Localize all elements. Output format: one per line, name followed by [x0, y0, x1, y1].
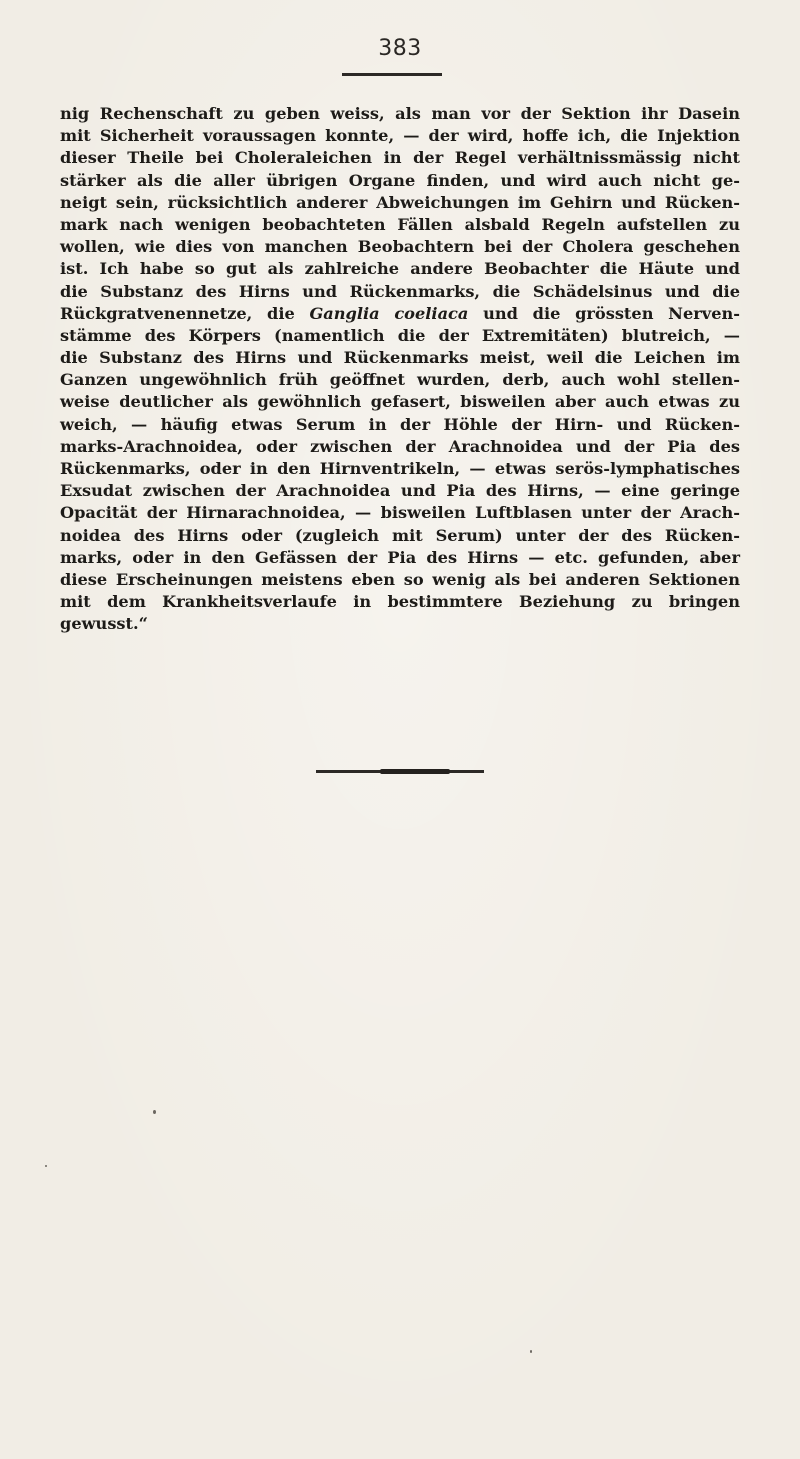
header-rule — [342, 73, 442, 76]
text-line: dieser Theile bei Choleraleichen in der Regel verhältnissmässig nicht — [60, 148, 740, 168]
text-line: mit Sicherheit voraussagen konnte, — der wird, hoffe ich, die Injektion — [60, 126, 740, 146]
text-line: gewusst.“ — [60, 614, 148, 634]
text-line: stärker als die aller übrigen Organe finden, und wird auch nicht ge- — [60, 170, 740, 190]
page-number: 383 — [378, 36, 422, 61]
text-line: Exsudat zwischen der Arachnoidea und Pia des Hirns, — eine geringe — [60, 481, 740, 501]
text-line: die Substanz des Hirns und Rückenmarks meist, weil die Leichen im — [60, 348, 740, 368]
section-end-rule-swell — [380, 769, 450, 774]
text-line: Ganzen ungewöhnlich früh geöffnet wurden, derb, auch wohl stellen- — [60, 370, 740, 390]
text-line: stämme des Körpers (namentlich die der Extremitäten) blutreich, — — [60, 325, 740, 345]
text-line: die Substanz des Hirns und Rückenmarks, die Schädelsinus und die — [60, 281, 740, 301]
paper-speck — [153, 1110, 156, 1114]
text-line: ist. Ich habe so gut als zahlreiche andere Beobachter die Häute und — [60, 259, 740, 279]
italic-term: Ganglia coeliaca — [309, 303, 469, 323]
text-line: mark nach wenigen beobachteten Fällen alsbald Regeln aufstellen zu — [60, 214, 740, 234]
paper-speck — [530, 1350, 532, 1353]
paper-speck — [45, 1165, 47, 1167]
text-line: wollen, wie dies von manchen Beobachtern bei der Cholera geschehen — [60, 237, 740, 257]
text-line: nig Rechenschaft zu geben weiss, als man vor der Sektion ihr Dasein — [60, 104, 740, 123]
text-line: neigt sein, rücksichtlich anderer Abweichungen im Gehirn und Rücken- — [60, 192, 740, 212]
text-line: noidea des Hirns oder (zugleich mit Serum) unter der des Rücken- — [60, 525, 740, 545]
text-line: marks-Arachnoidea, oder zwischen der Arachnoidea und der Pia des — [60, 436, 740, 456]
text-line: weich, — häufig etwas Serum in der Höhle der Hirn- und Rücken- — [60, 414, 740, 434]
text-line: mit dem Krankheitsverlaufe in bestimmtere Beziehung zu bringen — [60, 592, 740, 612]
text-segment: und die grössten Nerven- — [468, 303, 740, 323]
body-text — [60, 103, 740, 636]
text-line: Rückenmarks, oder in den Hirnventrikeln, — etwas serös-lymphatisches — [60, 459, 740, 478]
text-segment: Rückgratvenennetze, die — [60, 303, 310, 323]
text-line: weise deutlicher als gewöhnlich gefasert, bisweilen aber auch etwas zu — [60, 392, 740, 412]
text-line: diese Erscheinungen meistens eben so wenig als bei anderen Sektionen — [60, 569, 740, 589]
text-line-with-italic — [60, 303, 740, 325]
text-line: Opacität der Hirnarachnoidea, — bisweilen Luftblasen unter der Arach- — [60, 503, 740, 523]
text-line: marks, oder in den Gefässen der Pia des Hirns — etc. gefunden, aber — [60, 547, 740, 567]
